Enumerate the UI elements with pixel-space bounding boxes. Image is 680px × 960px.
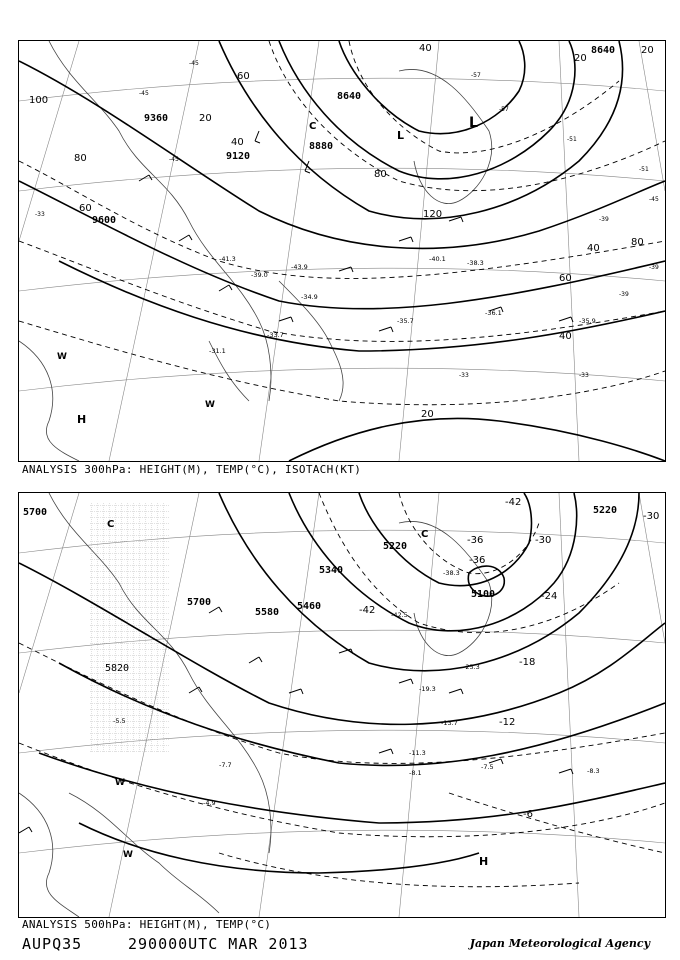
station-value: -35.7 (397, 317, 414, 325)
station-value: -43.9 (291, 263, 308, 271)
isotach-label: 60 (237, 71, 250, 82)
station-value: -7.7 (219, 761, 232, 769)
height-label: 9360 (144, 113, 169, 124)
isotach-label: 80 (631, 237, 644, 248)
panel-300hpa-map (18, 40, 666, 462)
temp-label: -51 (567, 136, 577, 143)
height-label: 5580 (255, 607, 280, 618)
isotach-label: 20 (421, 409, 434, 420)
height-contours (19, 41, 665, 461)
map-500hpa (19, 493, 665, 917)
low-center-symbol: L (397, 129, 405, 142)
high-center-symbol: H (479, 855, 489, 868)
temp-label: -42 (505, 497, 522, 508)
station-value: -42.5 (391, 611, 408, 619)
low-center-symbol: L (469, 115, 478, 131)
temp-label: -33 (459, 372, 469, 379)
isotach-label: 80 (374, 169, 387, 180)
temp-label: -6 (523, 809, 533, 820)
station-value: -36.1 (485, 309, 502, 317)
temp-label: -33 (35, 211, 45, 218)
panel-500hpa-map (18, 492, 666, 918)
height-label: 5100 (471, 589, 496, 600)
isotach-label: 120 (423, 209, 443, 220)
temp-label: -57 (471, 72, 481, 79)
height-label: 9120 (226, 151, 251, 162)
station-value: -33.7 (267, 331, 284, 339)
station-value: -8.1 (409, 769, 422, 777)
temp-label: -30 (643, 511, 660, 522)
temp-label: -30 (535, 535, 552, 546)
warm-center-symbol: W (57, 352, 67, 362)
isotach-label: 60 (79, 203, 92, 214)
isotach-label: 60 (559, 273, 572, 284)
station-value: -11.3 (409, 749, 426, 757)
warm-center-symbol: W (123, 850, 133, 860)
temp-label: -24 (541, 591, 558, 602)
temp-label: -57 (499, 106, 509, 113)
temp-label: -45 (189, 60, 199, 67)
height-label: 5700 (187, 597, 212, 608)
isotach-label: 100 (29, 95, 49, 106)
height-label: 9600 (92, 215, 117, 226)
station-value: -25.3 (463, 663, 480, 671)
station-value: -31.1 (209, 347, 226, 355)
warm-center-symbol: W (115, 778, 125, 788)
height-label: 5220 (593, 505, 618, 516)
temp-label: -45 (139, 90, 149, 97)
isotach-label: 40 (419, 43, 432, 54)
station-value: -4.9 (203, 799, 216, 807)
panel-500hpa-caption: ANALYSIS 500hPa: HEIGHT(M), TEMP(°C) (22, 918, 272, 931)
station-value: -39.0 (251, 271, 268, 279)
temp-label: -45 (169, 156, 179, 163)
cold-center-symbol: C (421, 529, 429, 540)
station-value: -40.1 (429, 255, 446, 263)
station-value: -38.3 (467, 259, 484, 267)
isotach-label: 40 (587, 243, 600, 254)
high-center-symbol: H (77, 413, 87, 426)
temp-label: -36 (467, 535, 484, 546)
height-label: 5700 (23, 507, 48, 518)
station-value: -8.3 (587, 767, 600, 775)
cold-center-symbol: C (107, 519, 115, 530)
station-value: -38.3 (443, 569, 460, 577)
station-value: -19.3 (419, 685, 436, 693)
temp-label: -45 (649, 196, 659, 203)
temp-label: -33 (579, 372, 589, 379)
temp-label: -39 (649, 264, 659, 271)
station-value: -13.7 (441, 719, 458, 727)
valid-time: 290000UTC MAR 2013 (128, 935, 309, 953)
isotach-label: 20 (641, 45, 654, 56)
isotach-label: 20 (199, 113, 212, 124)
temp-label: -18 (519, 657, 536, 668)
height-label: 8640 (337, 91, 362, 102)
temp-label: -39 (619, 291, 629, 298)
station-value: -5.5 (113, 717, 126, 725)
height-label: 8880 (309, 141, 334, 152)
agency-name: Japan Meteorological Agency (469, 937, 650, 950)
isotach-label: 40 (231, 137, 244, 148)
map-300hpa (19, 41, 665, 461)
height-label: 8640 (591, 45, 616, 56)
terrain-mask (89, 503, 169, 753)
isotach-label: 20 (574, 53, 587, 64)
coastlines (19, 41, 492, 461)
station-value: -34.9 (301, 293, 318, 301)
height-label: 5340 (319, 565, 344, 576)
height-label: 5220 (383, 541, 408, 552)
temp-label: -12 (499, 717, 516, 728)
height-label: 5820 (105, 663, 130, 674)
temp-label: -39 (599, 216, 609, 223)
isotach-label: 80 (74, 153, 87, 164)
height-label: 5460 (297, 601, 322, 612)
chart-id: AUPQ35 (22, 935, 83, 953)
temp-label: -42 (359, 605, 376, 616)
isotach-label: 40 (559, 331, 572, 342)
cold-center-symbol: C (309, 121, 317, 132)
station-value: -35.9 (579, 317, 596, 325)
temp-label: -51 (639, 166, 649, 173)
warm-center-symbol: W (205, 400, 215, 410)
temp-label: -36 (469, 555, 486, 566)
panel-300hpa-caption: ANALYSIS 300hPa: HEIGHT(M), TEMP(°C), ISOTACH(KT) (22, 463, 362, 476)
station-value: -41.3 (219, 255, 236, 263)
station-value: -7.5 (481, 763, 494, 771)
